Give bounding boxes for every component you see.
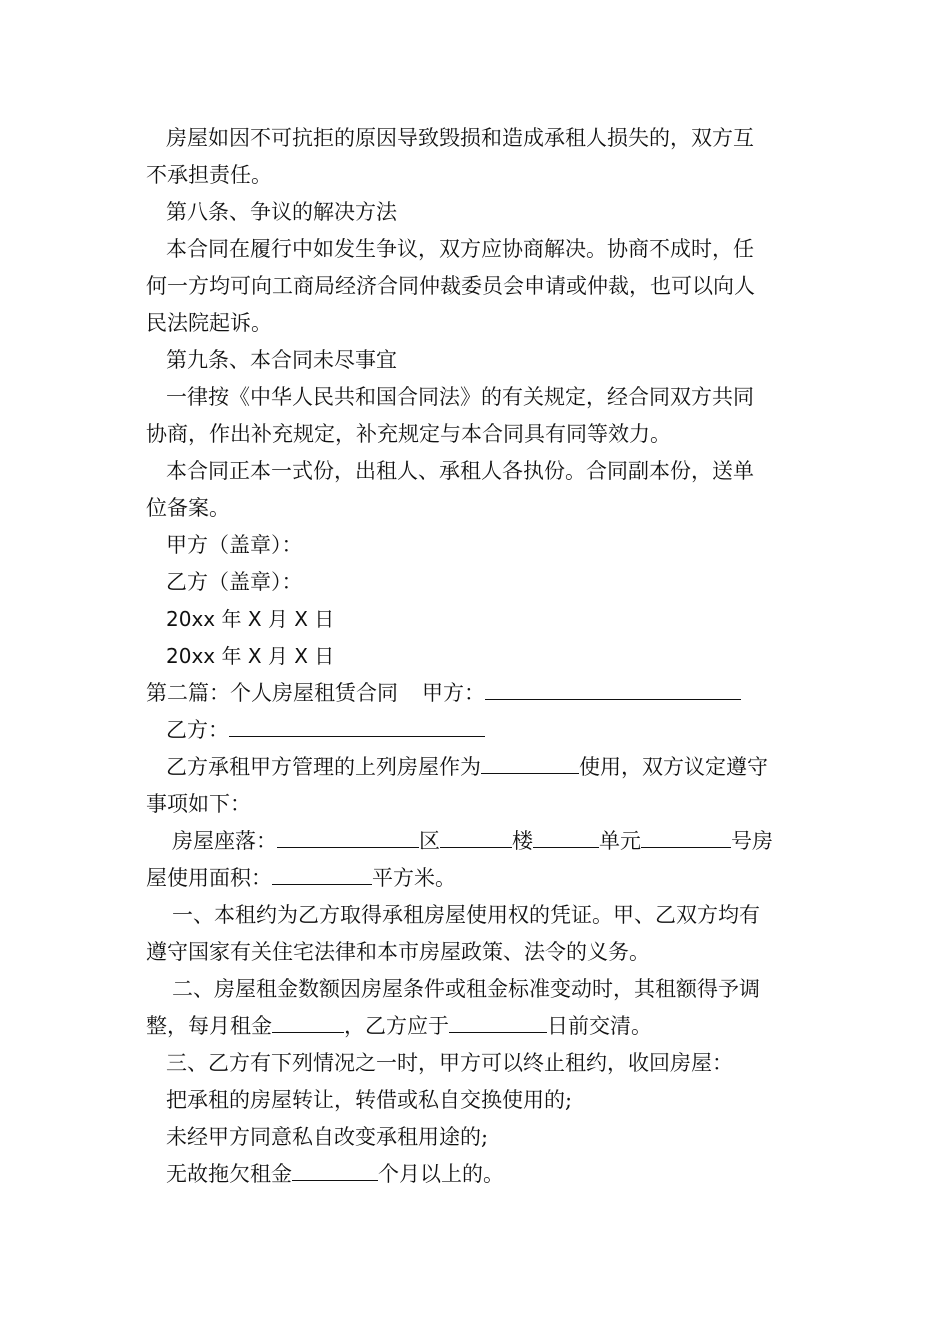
party-a-label: 甲方： [422,681,485,705]
paragraph-line: 民法院起诉。 [146,311,272,335]
paragraph-line: 本合同在履行中如发生争议，双方应协商解决。协商不成时，任 [166,237,754,261]
section-heading: 第八条、争议的解决方法 [166,200,397,224]
due-date-blank [449,1012,547,1033]
area-blank [272,864,372,885]
clause-line: 一、本租约为乙方取得承租房屋使用权的凭证。甲、乙双方均有 [172,903,760,927]
rent-text: 日前交清。 [547,1014,652,1038]
area-unit: 平方米。 [372,866,456,890]
room-label: 号房 [731,829,773,853]
rent-text: ，乙方应于 [344,1014,449,1038]
use-line [146,753,836,781]
section-heading: 第九条、本合同未尽事宜 [166,348,397,372]
unit-label: 单元 [599,829,641,853]
area-label: 屋使用面积： [146,866,272,890]
second-title-line [146,679,816,707]
list-item: 把承租的房屋转让，转借或私自交换使用的; [166,1088,573,1112]
signature-date: 20xx 年 X 月 X 日 [166,607,335,631]
location-blank [277,827,419,848]
clause-line: 遵守国家有关住宅法律和本市房屋政策、法令的义务。 [146,940,650,964]
paragraph-line: 协商，作出补充规定，补充规定与本合同具有同等效力。 [146,422,671,446]
list-item [146,1160,836,1188]
rent-label: 整，每月租金 [146,1014,272,1038]
rent-line [146,1012,816,1040]
paragraph-line: 位备案。 [146,496,230,520]
party-a-blank [485,679,741,700]
use-text: 使用，双方议定遵守 [579,755,768,779]
location-line [146,827,842,855]
paragraph-line: 事项如下： [146,792,251,816]
use-blank [481,753,579,774]
signature-date: 20xx 年 X 月 X 日 [166,644,335,668]
paragraph-line: 不承担责任。 [146,163,272,187]
clause-line: 二、房屋租金数额因房屋条件或租金标准变动时，其租额得予调 [172,977,760,1001]
unit-blank [641,827,731,848]
arrears-text: 无故拖欠租金 [166,1162,292,1186]
signature-party-a: 甲方（盖章）： [166,533,303,557]
district-blank [440,827,512,848]
party-b-blank [229,716,485,737]
signature-party-b: 乙方（盖章）： [166,570,303,594]
arrears-text: 个月以上的。 [378,1162,504,1186]
paragraph-line: 何一方均可向工商局经济合同仲裁委员会申请或仲裁，也可以向人 [146,274,755,298]
second-title: 第二篇：个人房屋租赁合同 [146,681,398,705]
months-blank [292,1160,378,1181]
area-line [146,864,816,892]
list-item: 未经甲方同意私自改变承租用途的; [166,1125,489,1149]
rent-blank [272,1012,344,1033]
clause-line: 三、乙方有下列情况之一时，甲方可以终止租约，收回房屋： [166,1051,733,1075]
paragraph-line: 本合同正本一式份，出租人、承租人各执份。合同副本份，送单 [166,459,754,483]
location-label: 房屋座落： [172,829,277,853]
paragraph-line: 一律按《中华人民共和国合同法》的有关规定，经合同双方共同 [166,385,754,409]
party-b-label: 乙方： [166,718,229,742]
building-label: 楼 [512,829,533,853]
paragraph-line: 房屋如因不可抗拒的原因导致毁损和造成承租人损失的，双方互 [166,126,754,150]
building-blank [533,827,599,848]
use-text: 乙方承租甲方管理的上列房屋作为 [166,755,481,779]
district-label: 区 [419,829,440,853]
party-b-line [146,716,836,744]
